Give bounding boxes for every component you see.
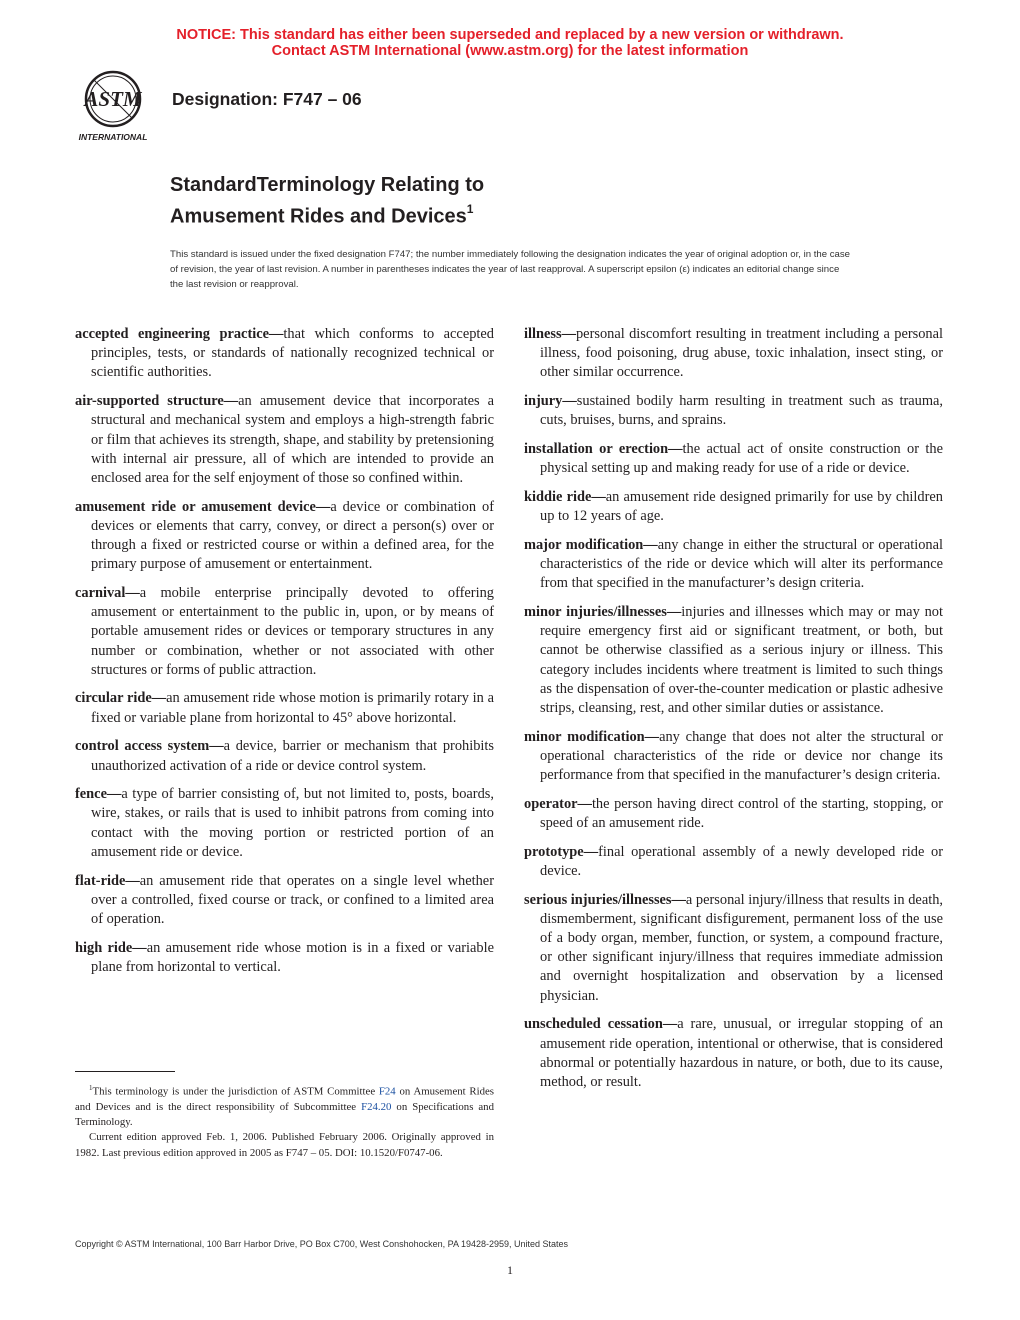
logo-mark-text: ASTM xyxy=(84,87,142,111)
footnote-text: on Specifications and Terminology. xyxy=(75,1100,494,1129)
title-line-2-text: Amusement Rides and Devices xyxy=(170,205,467,228)
term-definition: any change in either the structural or operational characteristics of the ride or device which will alter its performance from that specified in the manufacturer’s design criteria. xyxy=(540,536,943,592)
footnote-paragraph-2: Current edition approved Feb. 1, 2006. Published February 2006. Originally approved in 1982. Last previous edition approved in 2005 as F747 – 05. DOI: 10.1520/F0747-06. xyxy=(75,1131,494,1159)
term-definition: an amusement ride designed primarily for use by children up to 12 years of age. xyxy=(540,488,943,525)
title-line-2 xyxy=(170,198,484,230)
footnote-paragraph-1 xyxy=(75,1081,494,1130)
term-entry xyxy=(524,603,943,718)
term-definition: a personal injury/illness that results in death, dismemberment, significant disfigurement, permanent loss of the use of a body organ, member, function, or system, a compound fracture, or other significant injury/illness that requires immediate admission and overnight hospitalization and observation by a licensed physician. xyxy=(540,891,943,1004)
term-definition: injuries and illnesses which may or may not require emergency first aid or significant treatment, or both, but cannot be otherwise classified as a serious injury or illness. This category includes incidents where treatment is limited to such things as the dispensation of over-the-counter medication or plastic adhesive strips, cleansing, rest, and other similar duties or assistance. xyxy=(540,603,943,716)
term-name: flat-ride— xyxy=(75,872,140,889)
term-entry xyxy=(75,325,494,383)
terms-left-column xyxy=(75,325,494,987)
footnote xyxy=(75,1081,494,1161)
page-number: 1 xyxy=(507,1263,513,1277)
term-name: carnival— xyxy=(75,584,140,601)
term-definition: a rare, unusual, or irregular stopping of an amusement ride operation, intentional or otherwise, that is considered abnormal or potentially hazardous in nature, or both, due to its cause, method, or result. xyxy=(540,1016,943,1090)
term-name: injury— xyxy=(524,393,577,410)
title-footnote-ref: 1 xyxy=(466,202,474,216)
issuance-statement: This standard is issued under the fixed designation F747; the number immediately following the designation indicates the year of original adoption or, in the case of revision, the year of last revision. A number in parentheses indicates the year of last reapproval. A superscript epsilon (ε) indicates an editorial change since the last revision or reapproval. xyxy=(170,249,850,290)
term-entry xyxy=(75,392,494,488)
term-entry xyxy=(524,728,943,786)
term-definition: an amusement ride whose motion is primarily rotary in a fixed or variable plane from horizontal to 45° above horizontal. xyxy=(91,690,494,726)
subcommittee-link[interactable]: F24.20 xyxy=(361,1100,392,1113)
term-entry xyxy=(524,488,943,526)
term-entry xyxy=(75,785,494,862)
term-entry xyxy=(75,939,494,977)
footnote-text: on Amusement Rides and Devices and is the direct responsibility of Subcommittee xyxy=(75,1085,494,1113)
footnote-marker: 1 xyxy=(89,1084,93,1092)
term-definition: personal discomfort resulting in treatment including a personal illness, food poisoning, drug abuse, toxic inhalation, insect sting, or other similar occurrence. xyxy=(540,326,943,381)
notice-line-1: NOTICE: This standard has either been superseded and replaced by a new version or withdrawn. xyxy=(176,27,844,43)
page-title xyxy=(170,172,484,230)
term-definition: that which conforms to accepted principles, tests, or standards of nationally recognized technical or scientific authorities. xyxy=(91,326,494,381)
term-entry xyxy=(524,536,943,594)
term-entry xyxy=(75,872,494,930)
logo-subtext: INTERNATIONAL xyxy=(78,132,148,142)
term-entry xyxy=(524,891,943,1006)
term-entry xyxy=(524,392,943,430)
term-entry xyxy=(75,689,494,727)
term-entry xyxy=(75,737,494,775)
term-name: prototype— xyxy=(524,843,599,860)
term-entry xyxy=(75,584,494,680)
notice-line-2: Contact ASTM International (www.astm.org) for the latest information xyxy=(271,43,749,59)
copyright-line: Copyright © ASTM International, 100 Barr Harbor Drive, PO Box C700, West Conshohocken, PA 19428-2959, United States xyxy=(75,1239,569,1249)
term-name: illness— xyxy=(524,326,576,342)
term-definition: an amusement ride whose motion is in a fixed or variable plane from horizontal to vertical. xyxy=(91,939,494,975)
term-definition: an amusement device that incorporates a structural and mechanical system and employs a high-strength fabric or film that achieves its strength, shape, and stability by pretensioning with internal air pressure, all of which are intended to provide an enclosed area for the self enjoyment of those so confined within. xyxy=(91,393,495,486)
term-name: control access system— xyxy=(75,738,224,755)
designation: Designation: F747 – 06 xyxy=(172,89,362,109)
term-name: operator— xyxy=(524,795,592,812)
term-entry xyxy=(524,325,943,383)
term-name: high ride— xyxy=(75,939,147,956)
term-name: minor modification— xyxy=(524,728,660,745)
term-name: serious injuries/illnesses— xyxy=(524,891,686,908)
term-name: unscheduled cessation— xyxy=(524,1016,678,1033)
term-definition: the actual act of onsite construction or the physical setting up and making ready for use of a ride or device. xyxy=(540,441,943,477)
footnote-divider xyxy=(75,1071,175,1072)
term-definition: a device or combination of devices or elements that carry, convey, or direct a person(s) over or through a fixed or restricted course or within a defined area, for the primary purpose of amusement or entertainment. xyxy=(91,498,494,573)
term-definition: an amusement ride that operates on a single level whether over a controlled, fixed course or track, or confined to a limited area of operation. xyxy=(91,872,494,927)
title-line-1: StandardTerminology Relating to xyxy=(170,174,485,196)
term-entry xyxy=(524,1015,943,1092)
term-name: minor injuries/illnesses— xyxy=(524,603,682,620)
term-name: accepted engineering practice— xyxy=(75,326,284,342)
terms-right-column xyxy=(524,325,943,1102)
term-definition: a type of barrier consisting of, but not limited to, posts, boards, wire, stakes, or rails that is used to inhibit patrons from coming into contact with the moving portion or restricted portion of an amusement ride or device. xyxy=(91,786,494,860)
term-definition: a device, barrier or mechanism that prohibits unauthorized activation of a ride or device control system. xyxy=(91,738,494,774)
term-name: air-supported structure— xyxy=(75,393,239,410)
term-name: kiddie ride— xyxy=(524,488,606,505)
supersession-notice xyxy=(0,27,1020,59)
term-definition: sustained bodily harm resulting in treatment such as trauma, cuts, bruises, burns, and sprains. xyxy=(540,393,943,429)
term-entry xyxy=(524,440,943,478)
term-entry xyxy=(75,498,494,575)
term-name: major modification— xyxy=(524,536,658,553)
term-name: installation or erection— xyxy=(524,441,683,458)
term-definition: the person having direct control of the starting, stopping, or speed of an amusement ride. xyxy=(540,795,943,831)
astm-logo xyxy=(66,70,160,144)
term-entry xyxy=(524,795,943,833)
term-definition: final operational assembly of a newly developed ride or device. xyxy=(540,843,943,879)
term-name: fence— xyxy=(75,786,122,803)
term-name: amusement ride or amusement device— xyxy=(75,498,331,515)
term-entry xyxy=(524,843,943,881)
term-definition: any change that does not alter the structural or operational characteristics of the ride or device nor change its performance from that specified in the manufacturer’s design criteria. xyxy=(540,728,943,784)
term-name: circular ride— xyxy=(75,690,167,707)
committee-link[interactable]: F24 xyxy=(378,1085,396,1098)
term-definition: a mobile enterprise principally devoted to offering amusement or entertainment to the public in, upon, or by means of portable amusement rides or devices or temporary structures in any number or combination, whether or not associated with other structures or forms of public attraction. xyxy=(91,584,494,678)
footnote-text: This terminology is under the jurisdiction of ASTM Committee xyxy=(92,1085,379,1098)
